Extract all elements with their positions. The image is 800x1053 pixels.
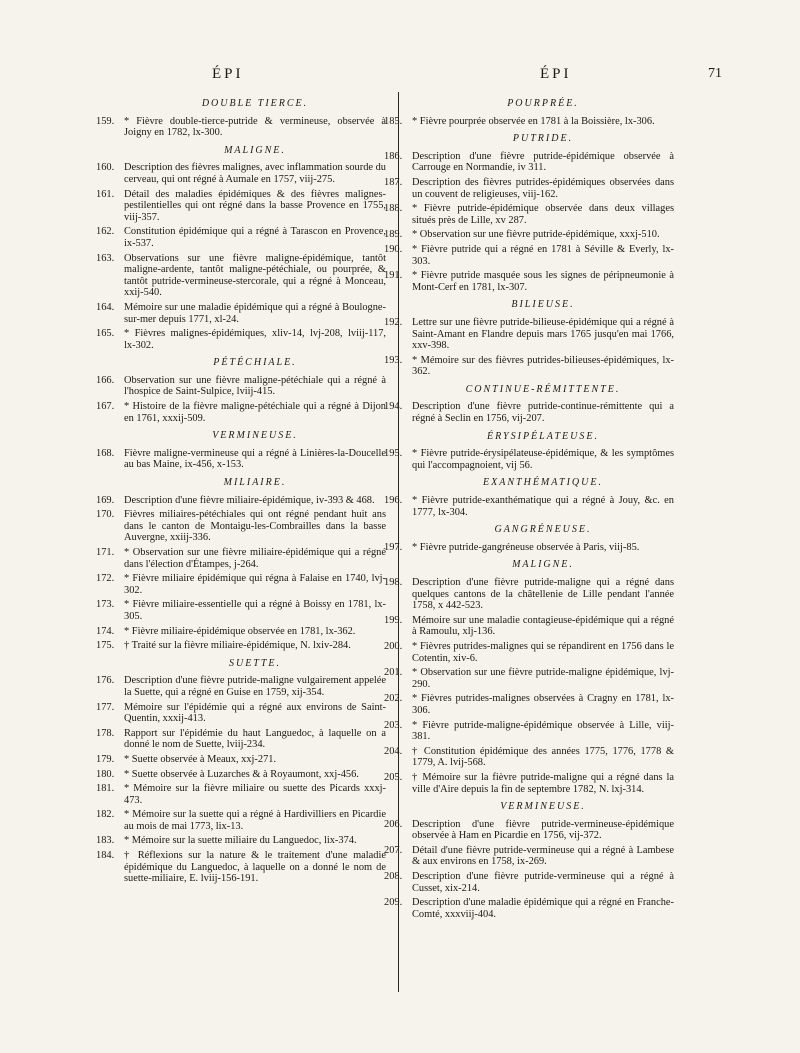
entry-number: 177. — [96, 701, 115, 713]
entry-number: 172. — [96, 573, 115, 585]
entry-text: Description des fièvres malignes, avec inflammation sourde du cerveau, qui ont régné à Aumale en 1757, viij-275. — [124, 162, 386, 185]
entry-number: 181. — [96, 783, 115, 795]
entry-text: Description d'une fièvre putride-vermineuse-épidémique observée à Ham en Picardie en 1756, vij-372. — [412, 818, 674, 842]
entry-number: 170. — [96, 509, 115, 521]
left-column — [96, 92, 386, 888]
index-entry — [384, 541, 674, 554]
section-heading: GANGRÉNEUSE. — [494, 524, 592, 536]
entry-text: Description d'une fièvre miliaire-épidémique, iv-393 & 468. — [124, 494, 375, 506]
index-entry — [384, 693, 674, 716]
entry-number: 161. — [96, 188, 115, 200]
entry-number: 165. — [96, 328, 115, 340]
entry-number: 196. — [384, 495, 403, 507]
index-entry — [384, 316, 674, 352]
entry-number: 180. — [96, 768, 115, 780]
index-entry — [96, 494, 386, 507]
index-entry — [96, 835, 386, 847]
index-entry — [96, 701, 386, 725]
entry-text: * Observation sur une fièvre miliaire-épidémique qui a régné dans l'élection d'Étampes, j-264. — [124, 547, 386, 570]
index-entry — [96, 640, 386, 652]
index-entry — [384, 243, 674, 267]
index-entry — [96, 447, 386, 471]
section-heading: VERMINEUSE. — [212, 430, 298, 442]
index-entry — [96, 768, 386, 781]
entry-number: 188. — [384, 203, 403, 215]
section-heading: SUETTE. — [228, 657, 282, 669]
entry-number: 202. — [384, 693, 403, 705]
index-entry — [96, 753, 386, 766]
index-entry — [384, 270, 674, 293]
entry-number: 194. — [384, 401, 403, 413]
entry-text: Observation sur une fièvre maligne-pétéchiale qui a régné à l'hospice de Saint-Sulpice, lviij-415. — [124, 374, 386, 398]
section-heading: MILIAIRE. — [223, 477, 287, 489]
entry-text: Description des fièvres putrides-épidémiques observées dans un couvent de religieuses, viij-162. — [412, 176, 674, 200]
entry-text: Détail des maladies épidémiques & des fièvres malignes-pestilentielles qui ont régné dans la basse Provence en 1755, viij-357. — [124, 188, 386, 223]
entry-number: 192. — [384, 316, 403, 328]
entry-text: * Observation sur une fièvre putride-épidémique, xxxj-510. — [412, 229, 660, 241]
index-entry — [96, 401, 386, 424]
entry-number: 204. — [384, 745, 403, 757]
index-entry — [384, 448, 674, 471]
entry-number: 169. — [96, 494, 115, 506]
running-head-right: ÉPI — [540, 66, 572, 82]
index-entry — [384, 771, 674, 795]
entry-number: 203. — [384, 719, 403, 731]
entry-number: 201. — [384, 667, 403, 679]
entry-text: * Suette observée à Luzarches & à Royaumont, xxj-456. — [124, 768, 359, 780]
entry-number: 183. — [96, 835, 115, 847]
entry-number: 164. — [96, 301, 115, 313]
index-entry — [96, 727, 386, 751]
entry-text: * Fièvre double-tierce-putride & vermineuse, observée à Joigny en 1782, lx-300. — [124, 115, 386, 139]
entry-text: † Mémoire sur la fièvre putride-maligne qui a régné dans la ville d'Aire depuis la fin de septembre 1782, N. lxj-314. — [412, 771, 674, 795]
index-entry — [96, 509, 386, 544]
entry-number: 189. — [384, 229, 403, 241]
index-entry — [384, 150, 674, 174]
index-entry — [384, 745, 674, 769]
index-entry — [384, 897, 674, 920]
entry-number: 174. — [96, 625, 115, 637]
entry-text: Description d'une maladie épidémique qui a régné en Franche-Comté, xxxviij-404. — [412, 897, 674, 920]
entry-text: * Fièvre putride-exanthématique qui a régné à Jouy, &c. en 1777, lx-304. — [412, 495, 674, 518]
entry-text: * Fièvre putride-érysipélateuse-épidémique, & les symptômes qui l'accompagnoient, vij 56. — [412, 448, 674, 471]
entry-number: 187. — [384, 176, 403, 188]
entry-text: Fièvres miliaires-pétéchiales qui ont régné pendant huit ans dans le canton de Montaigu-les-Combrailles dans la basse Auvergne, xxiij-336. — [124, 509, 386, 544]
entry-text: Mémoire sur l'épidémie qui a régné aux environs de Saint-Quentin, xxxij-413. — [124, 701, 386, 725]
index-entry — [96, 675, 386, 698]
index-entry — [96, 252, 386, 299]
entry-text: † Constitution épidémique des années 1775, 1776, 1778 & 1779, A. lvij-568. — [412, 745, 674, 769]
index-entry — [96, 301, 386, 325]
running-head-left: ÉPI — [212, 66, 244, 82]
entry-text: * Histoire de la fièvre maligne-pétéchiale qui a régné à Dijon en 1761, xxxij-509. — [124, 401, 386, 424]
entry-number: 182. — [96, 809, 115, 821]
entry-text: * Fièvre putride-maligne-épidémique observée à Lille, viij-381. — [412, 719, 674, 743]
index-entry — [384, 844, 674, 868]
index-entry — [384, 719, 674, 743]
entry-text: * Mémoire sur la suette miliaire du Languedoc, lix-374. — [124, 835, 357, 847]
section-heading: BILIEUSE. — [511, 299, 575, 311]
index-entry — [96, 226, 386, 249]
index-entry — [384, 115, 674, 128]
index-entry — [96, 850, 386, 885]
entry-text: Description d'une fièvre putride-épidémique observée à Carrouge en Normandie, iv 311. — [412, 150, 674, 174]
index-entry — [384, 203, 674, 226]
entry-text: * Fièvres malignes-épidémiques, xliv-14, lvj-208, lviij-117, lx-302. — [124, 328, 386, 351]
index-entry — [96, 328, 386, 351]
entry-number: 160. — [96, 162, 115, 174]
entry-number: 163. — [96, 252, 115, 264]
index-entry — [96, 115, 386, 139]
entry-text: * Mémoire sur la fièvre miliaire ou suette des Picards xxxj-473. — [124, 783, 386, 806]
entry-number: 171. — [96, 547, 115, 558]
entry-text: Fièvre maligne-vermineuse qui a régné à Linières-la-Doucelle au bas Maine, ix-456, x-153. — [124, 447, 386, 471]
index-entry — [384, 614, 674, 638]
entry-text: * Fièvre putride-épidémique observée dans deux villages situés près de Lille, xv 287. — [412, 203, 674, 226]
index-entry — [96, 573, 386, 596]
entry-text: Lettre sur une fièvre putride-bilieuse-épidémique qui a régné à Saint-Amant en Flandre depuis mars 1765 jusqu'en mai 1766, xxv-398. — [412, 316, 674, 352]
section-heading: PUTRIDE. — [512, 133, 574, 145]
section-heading: POURPRÉE. — [507, 98, 579, 109]
index-entry — [384, 401, 674, 425]
index-entry — [384, 495, 674, 518]
entry-text: Mémoire sur une maladie contagieuse-épidémique qui a régné à Ramoulu, xlj-136. — [412, 614, 674, 638]
entry-number: 184. — [96, 850, 115, 862]
entry-text: † Réflexions sur la nature & le traitement d'une maladie épidémique du Languedoc, à laquelle on a donné le nom de suette-miliaire, E. lviij-156-191. — [124, 850, 386, 885]
entry-number: 159. — [96, 115, 115, 127]
section-heading: VERMINEUSE. — [500, 801, 586, 813]
entry-text: Mémoire sur une maladie épidémique qui a régné à Boulogne-sur-mer depuis 1771, xl-24. — [124, 301, 386, 325]
entry-number: 173. — [96, 599, 115, 611]
entry-text: Observations sur une fièvre maligne-épidémique, tantôt maligne-ardente, tantôt maligne-pétéchiale, ou pourprée, & tantôt putride-vermineuse-stercorale, qui a régné à Monceau, xxij-540. — [124, 252, 386, 299]
index-entry — [384, 577, 674, 612]
index-entry — [384, 871, 674, 894]
section-heading: ÉRYSIPÉLATEUSE. — [487, 430, 599, 442]
index-entry — [96, 547, 386, 570]
index-entry — [96, 162, 386, 185]
right-column — [384, 92, 674, 923]
index-entry — [96, 599, 386, 622]
entry-text: Description d'une fièvre putride-maligne qui a régné dans quelques cantons de la châtellenie de Lille pendant l'année 1758, x 442-523. — [412, 577, 674, 612]
entry-text: * Fièvres putrides-malignes observées à Cragny en 1781, lx-306. — [412, 693, 674, 716]
entry-text: * Suette observée à Meaux, xxj-271. — [124, 753, 277, 765]
entry-text: Description d'une fièvre putride-continue-rémittente qui a régné à Seclin en 1756, vij-207. — [412, 401, 674, 425]
entry-number: 179. — [96, 753, 115, 765]
entry-text: * Fièvre putride masquée sous les signes de péripneumonie à Mont-Cerf en 1781, lx-307. — [412, 270, 674, 293]
entry-number: 197. — [384, 541, 403, 553]
index-entry — [384, 667, 674, 690]
entry-number: 167. — [96, 401, 115, 413]
page-number: 71 — [708, 66, 722, 81]
index-entry — [384, 354, 674, 378]
section-heading: CONTINUE-RÉMITTENTE. — [465, 383, 621, 395]
entry-number: 166. — [96, 374, 115, 386]
section-heading: MALIGNE. — [512, 559, 574, 571]
entry-text: * Fièvres putrides-malignes qui se répandirent en 1756 dans le Cotentin, xiv-6. — [412, 640, 674, 664]
section-heading: MALIGNE. — [224, 144, 286, 156]
index-entry — [96, 625, 386, 638]
entry-text: Rapport sur l'épidémie du haut Languedoc, à laquelle on a donné le nom de Suette, lviij-234. — [124, 727, 386, 751]
entry-number: 186. — [384, 150, 403, 162]
entry-number: 205. — [384, 771, 403, 783]
index-entry — [384, 818, 674, 842]
entry-number: 209. — [384, 897, 403, 909]
entry-number: 200. — [384, 640, 403, 652]
entry-number: 195. — [384, 448, 403, 460]
entry-text: * Mémoire sur des fièvres putrides-bilieuses-épidémiques, lx-362. — [412, 354, 674, 378]
index-entry — [96, 783, 386, 806]
entry-text: * Fièvre miliaire-épidémique observée en 1781, lx-362. — [124, 625, 356, 637]
entry-text: † Traité sur la fièvre miliaire-épidémique, N. lxiv-284. — [124, 640, 351, 652]
entry-text: * Observation sur une fièvre putride-maligne épidémique, lvj-290. — [412, 667, 674, 690]
section-heading: PÉTÉCHIALE. — [213, 357, 297, 369]
entry-text: * Fièvre pourprée observée en 1781 à la Boissière, lx-306. — [412, 115, 655, 127]
index-entry — [384, 640, 674, 664]
entry-text: * Fièvre miliaire-essentielle qui a régné à Boissy en 1781, lx-305. — [124, 599, 386, 622]
entry-number: 206. — [384, 818, 403, 830]
index-entry — [384, 229, 674, 241]
entry-number: 191. — [384, 270, 403, 282]
entry-text: Détail d'une fièvre putride-vermineuse qui a régné à Lambese & aux environs en 1758, ix-269. — [412, 844, 674, 868]
entry-number: 199. — [384, 614, 403, 626]
index-entry — [384, 176, 674, 200]
entry-number: 162. — [96, 226, 115, 238]
entry-text: * Mémoire sur la suette qui a régné à Hardivilliers en Picardie au mois de mai 1773, lix-13. — [124, 809, 386, 832]
entry-number: 175. — [96, 640, 115, 652]
index-entry — [96, 374, 386, 398]
entry-text: Constitution épidémique qui a régné à Tarascon en Provence, ix-537. — [124, 226, 386, 249]
entry-number: 208. — [384, 871, 403, 883]
entry-text: Description d'une fièvre putride-vermineuse qui a régné à Cusset, xix-214. — [412, 871, 674, 894]
entry-number: 190. — [384, 243, 403, 255]
section-heading: DOUBLE TIERCE. — [201, 98, 309, 109]
index-entry — [96, 188, 386, 224]
entry-number: 168. — [96, 447, 115, 459]
index-entry — [96, 809, 386, 832]
entry-number: 176. — [96, 675, 115, 687]
entry-text: * Fièvre putride-gangréneuse observée à Paris, viij-85. — [412, 541, 640, 553]
entry-number: 185. — [384, 115, 403, 127]
entry-number: 198. — [384, 577, 403, 588]
entry-number: 207. — [384, 844, 403, 856]
section-heading: EXANTHÉMATIQUE. — [483, 477, 603, 489]
entry-number: 178. — [96, 727, 115, 739]
entry-number: 193. — [384, 354, 403, 366]
entry-text: * Fièvre miliaire épidémique qui régna à Falaise en 1740, lvj-302. — [124, 573, 386, 596]
entry-text: Description d'une fièvre putride-maligne vulgairement appelée la Suette, qui a régné en Guise en 1759, xij-354. — [124, 675, 386, 698]
entry-text: * Fièvre putride qui a régné en 1781 à Séville & Everly, lx-303. — [412, 243, 674, 267]
